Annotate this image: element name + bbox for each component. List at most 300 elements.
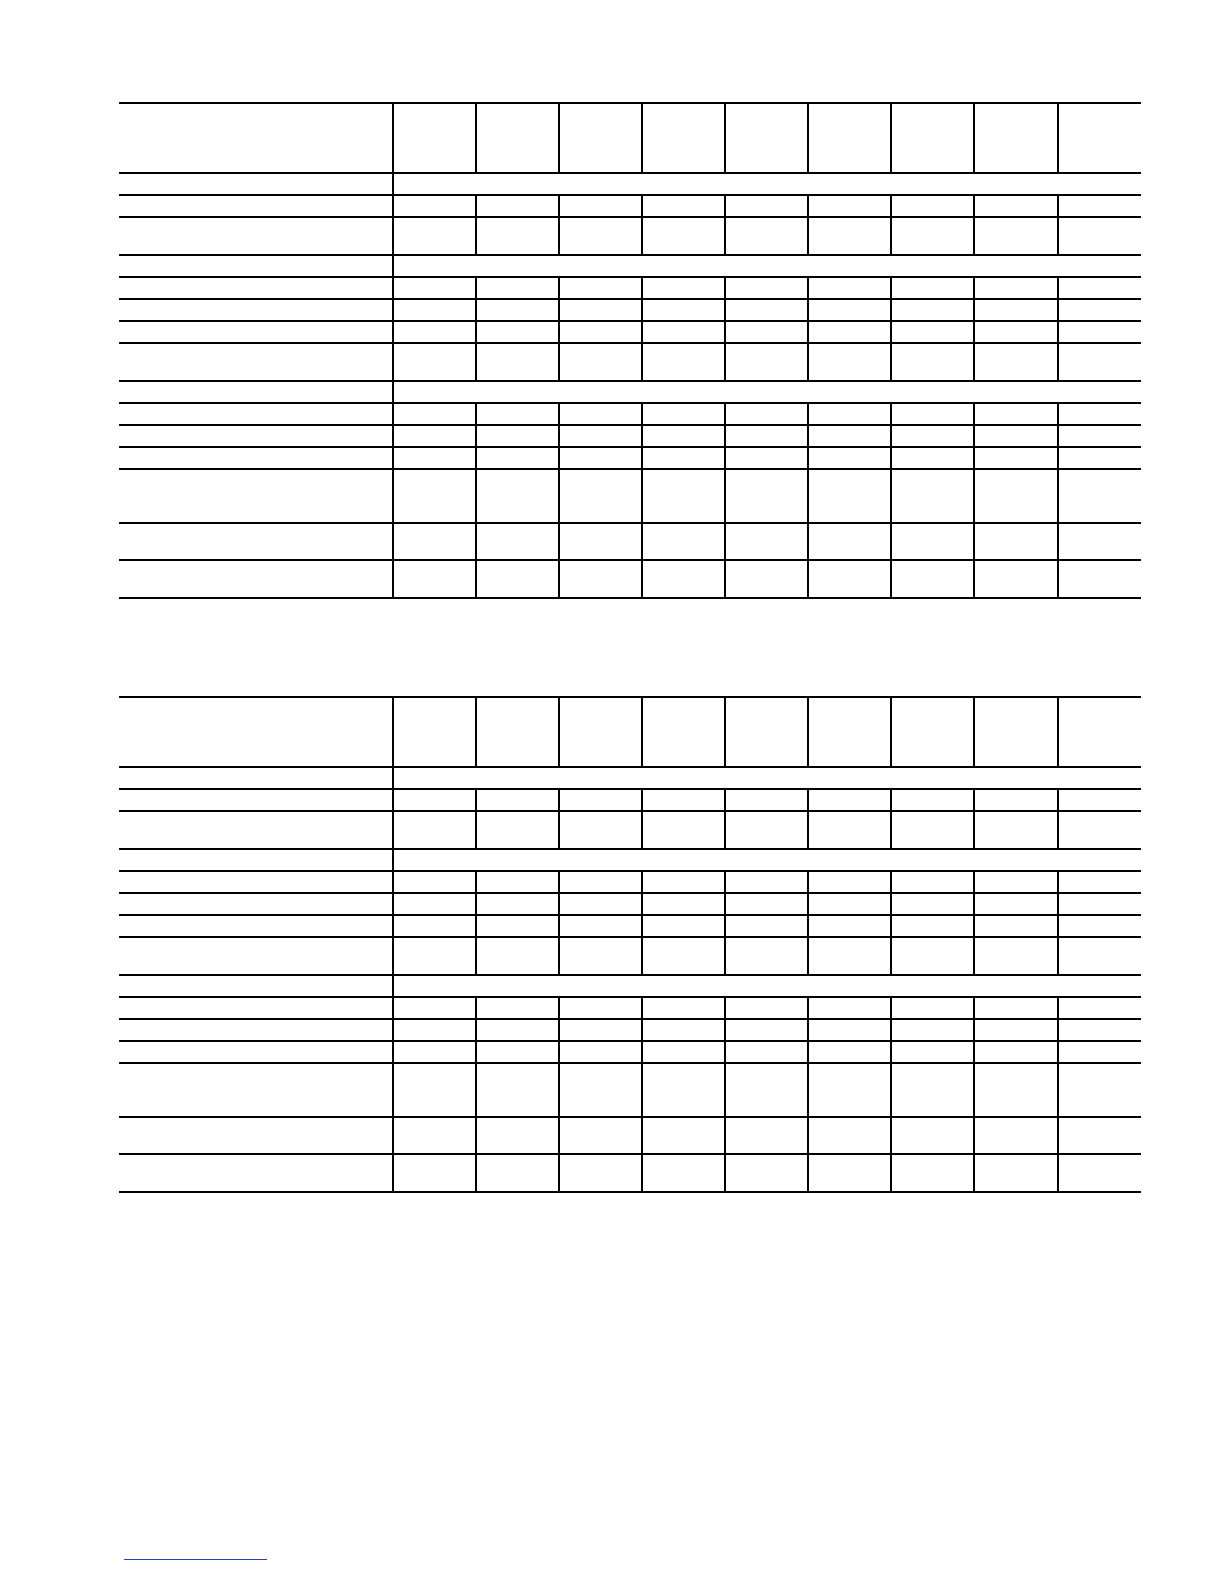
table-cell [558,344,641,380]
section-span-cell [392,850,1141,870]
table-cell [475,448,558,468]
table-cell [807,524,890,559]
table-cell [641,196,724,216]
table-cell [641,278,724,298]
table-cell [973,322,1057,342]
row-label-cell [119,938,392,974]
column-header-cell [890,698,973,766]
row-label-cell [119,278,392,298]
table-cell [558,322,641,342]
table-cell [1057,448,1141,468]
table-cell [890,300,973,320]
table-cell [475,916,558,936]
table-cell [724,300,807,320]
table-cell [724,790,807,810]
table-cell [807,998,890,1018]
table-cell [890,1064,973,1116]
table-cell [807,278,890,298]
table-cell [807,812,890,848]
table-cell [890,524,973,559]
table-cell [973,812,1057,848]
table-cell [890,812,973,848]
table-cell [724,938,807,974]
section-label-cell [119,256,392,276]
table-cell [890,1042,973,1062]
table-cell [890,938,973,974]
row-label-cell [119,812,392,848]
table-cell [1057,1118,1141,1153]
table-cell [475,998,558,1018]
table-cell [1057,524,1141,559]
table-cell [807,404,890,424]
table-cell [558,1118,641,1153]
table-cell [475,344,558,380]
table-cell [641,790,724,810]
table-cell [1057,998,1141,1018]
table-cell [724,998,807,1018]
table-cell [475,1064,558,1116]
table-row [119,216,1141,254]
table-cell [724,894,807,914]
table-cell [475,322,558,342]
table-cell [1057,218,1141,254]
table-cell [641,1020,724,1040]
table-cell [558,404,641,424]
table-cell [890,470,973,522]
row-label-cell [119,790,392,810]
table-cell [973,938,1057,974]
table-cell [392,344,475,380]
header-label-cell [119,104,392,172]
table-cell [392,1042,475,1062]
column-header-cell [392,698,475,766]
table-cell [1057,404,1141,424]
table-cell [558,938,641,974]
column-header-cell [641,104,724,172]
table-row [119,194,1141,216]
table-cell [1057,894,1141,914]
table-row [119,559,1141,599]
table-header-row [119,102,1141,172]
table-cell [890,448,973,468]
table-cell [890,561,973,597]
table-cell [641,1118,724,1153]
table-row [119,1116,1141,1153]
table-cell [807,1155,890,1191]
table-cell [807,1042,890,1062]
table-cell [392,278,475,298]
table-cell [973,894,1057,914]
table-cell [1057,470,1141,522]
row-label-cell [119,196,392,216]
table-cell [558,998,641,1018]
table-cell [475,790,558,810]
table-cell [475,300,558,320]
table-cell [392,790,475,810]
table-cell [724,344,807,380]
column-header-cell [890,104,973,172]
table-cell [973,448,1057,468]
table-cell [558,1020,641,1040]
table-cell [973,218,1057,254]
table-cell [890,894,973,914]
table-cell [475,894,558,914]
table-cell [392,872,475,892]
table-cell [724,278,807,298]
section-label-cell [119,850,392,870]
table-section-row [119,380,1141,402]
row-label-cell [119,322,392,342]
row-label-cell [119,218,392,254]
table-cell [558,470,641,522]
table-cell [807,470,890,522]
table-cell [807,196,890,216]
table-cell [392,300,475,320]
table-cell [641,1064,724,1116]
row-label-cell [119,894,392,914]
column-header-cell [807,104,890,172]
table-cell [392,448,475,468]
section-span-cell [392,174,1141,194]
table-cell [890,196,973,216]
row-label-cell [119,561,392,597]
table-cell [392,561,475,597]
table-cell [724,426,807,446]
table-cell [724,470,807,522]
table-cell [973,524,1057,559]
table-cell [475,1155,558,1191]
column-header-cell [475,104,558,172]
section-span-cell [392,382,1141,402]
table-cell [890,916,973,936]
table-cell [558,561,641,597]
table-cell [475,426,558,446]
table-cell [392,1064,475,1116]
table-cell [724,1020,807,1040]
table-cell [890,1118,973,1153]
table-row [119,996,1141,1018]
table-row [119,298,1141,320]
table-cell [392,218,475,254]
table-cell [558,872,641,892]
table-cell [724,561,807,597]
table-cell [973,998,1057,1018]
section-span-cell [392,976,1141,996]
table-row [119,870,1141,892]
column-header-cell [641,698,724,766]
table-cell [1057,938,1141,974]
table-cell [973,300,1057,320]
table-cell [392,916,475,936]
table-section-row [119,254,1141,276]
table-cell [475,470,558,522]
table-cell [973,872,1057,892]
table-cell [724,524,807,559]
table-cell [641,404,724,424]
table-cell [641,938,724,974]
table-cell [475,1020,558,1040]
table-cell [724,322,807,342]
table-row [119,1153,1141,1193]
row-label-cell [119,872,392,892]
table-cell [475,872,558,892]
table-row [119,788,1141,810]
table-cell [558,426,641,446]
table-cell [890,1020,973,1040]
table-cell [475,278,558,298]
table-cell [807,300,890,320]
table-row [119,892,1141,914]
table-cell [558,218,641,254]
table-cell [641,916,724,936]
table-cell [641,894,724,914]
table-cell [973,470,1057,522]
table-cell [392,322,475,342]
column-header-cell [475,698,558,766]
table-cell [475,524,558,559]
section-label-cell [119,768,392,788]
row-label-cell [119,344,392,380]
table-cell [558,790,641,810]
table-cell [1057,790,1141,810]
table-cell [558,1064,641,1116]
row-label-cell [119,300,392,320]
table-cell [890,278,973,298]
table-cell [973,1064,1057,1116]
table-cell [392,998,475,1018]
row-label-cell [119,426,392,446]
table-cell [641,218,724,254]
table-cell [558,196,641,216]
table-cell [641,1155,724,1191]
table-cell [973,1118,1057,1153]
table-cell [807,426,890,446]
table-cell [973,790,1057,810]
table-row [119,810,1141,848]
table-cell [807,1020,890,1040]
table-cell [475,1118,558,1153]
column-header-cell [973,104,1057,172]
table-cell [641,300,724,320]
table-cell [807,561,890,597]
table-cell [807,448,890,468]
column-header-cell [558,698,641,766]
row-label-cell [119,524,392,559]
column-header-cell [1057,698,1141,766]
table-cell [641,1042,724,1062]
table-cell [1057,278,1141,298]
table-cell [475,812,558,848]
row-label-cell [119,1020,392,1040]
table-cell [973,278,1057,298]
column-header-cell [392,104,475,172]
table-cell [1057,1042,1141,1062]
column-header-cell [724,104,807,172]
table-cell [724,916,807,936]
table-cell [392,524,475,559]
footnote-rule [124,1559,267,1560]
table-cell [807,938,890,974]
table-row [119,1018,1141,1040]
table-cell [641,998,724,1018]
table-cell [1057,344,1141,380]
table-cell [973,1155,1057,1191]
table-cell [890,218,973,254]
table-cell [973,1042,1057,1062]
table-cell [890,426,973,446]
row-label-cell [119,1064,392,1116]
section-label-cell [119,976,392,996]
table-cell [641,448,724,468]
column-header-cell [973,698,1057,766]
table-cell [558,1155,641,1191]
section-span-cell [392,768,1141,788]
row-label-cell [119,1155,392,1191]
table-cell [1057,1064,1141,1116]
table-cell [807,1064,890,1116]
table-cell [392,1155,475,1191]
table-cell [724,1155,807,1191]
table-cell [1057,1020,1141,1040]
table-cell [724,812,807,848]
table-cell [807,894,890,914]
table-cell [475,196,558,216]
table-cell [890,322,973,342]
table-cell [392,426,475,446]
table-cell [475,404,558,424]
table-section-row [119,848,1141,870]
table-section-row [119,766,1141,788]
table-cell [558,300,641,320]
table-cell [392,196,475,216]
table-cell [807,790,890,810]
table-cell [1057,916,1141,936]
table-cell [641,344,724,380]
table-cell [1057,561,1141,597]
table-cell [1057,812,1141,848]
table-cell [1057,872,1141,892]
table-row [119,468,1141,522]
table-row [119,342,1141,380]
table-cell [392,938,475,974]
table-cell [890,872,973,892]
table-cell [890,404,973,424]
table-cell [973,404,1057,424]
table-cell [807,322,890,342]
table-cell [890,998,973,1018]
table-cell [890,790,973,810]
table-cell [807,1118,890,1153]
table-cell [392,812,475,848]
column-header-cell [558,104,641,172]
table-cell [724,218,807,254]
table-cell [973,426,1057,446]
table-cell [558,448,641,468]
table-row [119,914,1141,936]
table-cell [1057,196,1141,216]
section-label-cell [119,174,392,194]
table-cell [807,218,890,254]
table-cell [392,894,475,914]
table-header-row [119,696,1141,766]
column-header-cell [724,698,807,766]
table-cell [558,1042,641,1062]
table-row [119,320,1141,342]
table-row [119,402,1141,424]
table-cell [973,344,1057,380]
table-cell [890,1155,973,1191]
table-cell [641,524,724,559]
table-cell [558,916,641,936]
table-cell [724,1118,807,1153]
table-cell [392,404,475,424]
table-cell [973,1020,1057,1040]
table-cell [1057,426,1141,446]
table-cell [475,561,558,597]
table-cell [724,404,807,424]
table-cell [392,1020,475,1040]
table-cell [392,1118,475,1153]
table-cell [807,872,890,892]
table-cell [1057,300,1141,320]
table-cell [724,872,807,892]
table-section-row [119,974,1141,996]
table-cell [807,344,890,380]
column-header-cell [1057,104,1141,172]
table-cell [973,916,1057,936]
column-header-cell [807,698,890,766]
table-cell [641,470,724,522]
table-cell [475,938,558,974]
table-row [119,1062,1141,1116]
row-label-cell [119,448,392,468]
table-cell [558,894,641,914]
row-label-cell [119,1042,392,1062]
row-label-cell [119,998,392,1018]
table-cell [475,218,558,254]
table-cell [641,872,724,892]
table-cell [807,916,890,936]
table-cell [1057,322,1141,342]
row-label-cell [119,916,392,936]
table-cell [1057,1155,1141,1191]
table-cell [973,561,1057,597]
row-label-cell [119,404,392,424]
table-section-row [119,172,1141,194]
table-row [119,522,1141,559]
row-label-cell [119,470,392,522]
table-row [119,936,1141,974]
table-cell [973,196,1057,216]
table-cell [558,278,641,298]
table-cell [558,812,641,848]
table-cell [641,561,724,597]
table-cell [724,1064,807,1116]
table-cell [724,1042,807,1062]
section-label-cell [119,382,392,402]
table-row [119,1040,1141,1062]
table-cell [558,524,641,559]
table-cell [641,322,724,342]
header-label-cell [119,698,392,766]
table-cell [641,812,724,848]
table-row [119,276,1141,298]
table-cell [392,470,475,522]
table-cell [641,426,724,446]
table-cell [724,196,807,216]
table-cell [475,1042,558,1062]
table-cell [724,448,807,468]
